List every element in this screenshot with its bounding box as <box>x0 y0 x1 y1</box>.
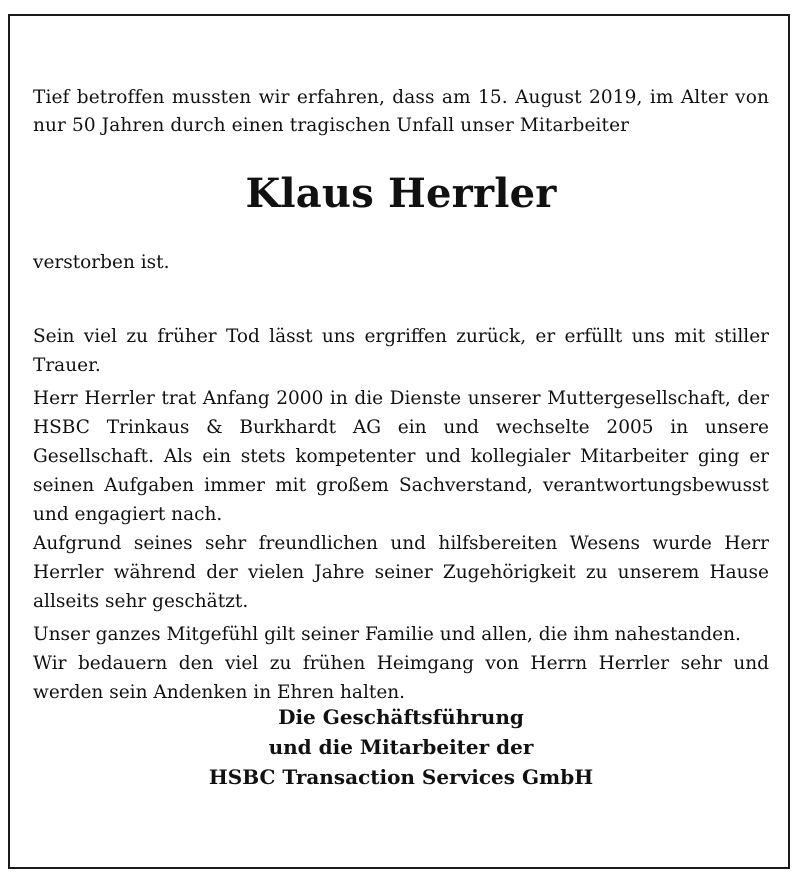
signature-line-3: HSBC Transaction Services GmbH <box>208 765 594 789</box>
tribute-body <box>33 322 769 707</box>
intro-text: Tief betroffen mussten wir erfahren, dass am 15. August 2019, im Alter von nur 50 Jahren durch einen tragischen Unfall unser Mitarbeiter <box>33 87 769 136</box>
tribute-paragraph-3: Aufgrund seines sehr freundlichen und hilfsbereiten Wesens wurde Herr Herrler während der vielen Jahre seiner Zugehörigkeit zu unserem Hause allseits sehr geschätzt. <box>33 533 769 612</box>
signature-line-2: und die Mitarbeiter der <box>268 735 534 759</box>
after-name-text: verstorben ist. <box>33 252 170 273</box>
tribute-paragraph-2: Herr Herrler trat Anfang 2000 in die Dienste unserer Muttergesellschaft, der HSBC Trinkaus & Burkhardt AG ein und wechselte 2005 in unsere Gesellschaft. Als ein stets kompetenter und kollegialer Mitarbeiter ging er seinen Aufgaben immer mit großem Sachverstand, verantwortungsbewusst und engagiert nach. <box>33 388 769 525</box>
deceased-name: Klaus Herrler <box>245 170 557 217</box>
obituary-notice <box>33 84 769 789</box>
tribute-paragraph-5: Wir bedauern den viel zu frühen Heimgang von Herrn Herrler sehr und werden sein Andenken in Ehren halten. <box>33 653 769 703</box>
signature-line-1: Die Geschäftsführung <box>278 705 524 729</box>
signature-block <box>33 702 769 792</box>
tribute-paragraph-1: Sein viel zu früher Tod lässt uns ergriffen zurück, er erfüllt uns mit stiller Trauer. <box>33 326 769 376</box>
tribute-paragraph-4: Unser ganzes Mitgefühl gilt seiner Familie und allen, die ihm nahestanden. <box>33 624 741 645</box>
